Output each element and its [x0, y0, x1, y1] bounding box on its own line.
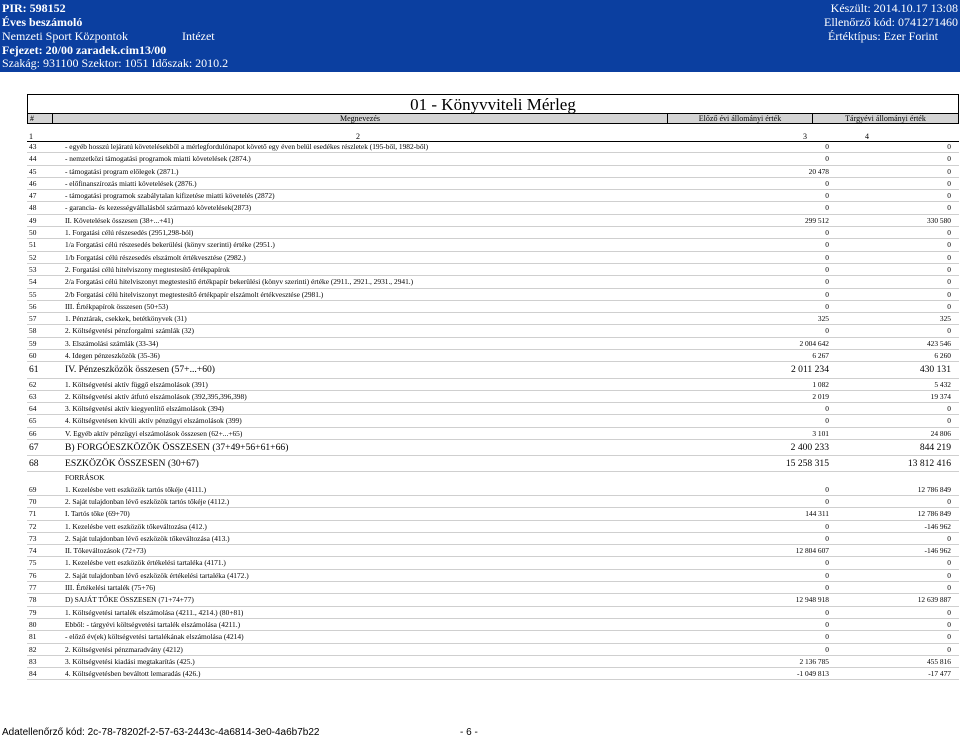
- row-description: 2. Forgatási célú hitelviszony megtestesítő értékpapírok: [65, 264, 230, 274]
- footer-check-code: Adatellenőrző kód: 2c-78-78202f-2-57-63-2443c-4a6814-3e0-4a6b7b22: [2, 727, 320, 738]
- row-prev-value: 0: [825, 416, 829, 426]
- table-row: [27, 644, 959, 656]
- row-description: V. Egyéb aktív pénzügyi elszámolások összesen (62+...+65): [65, 428, 243, 438]
- row-number: 70: [29, 496, 37, 506]
- table-row: [27, 570, 959, 582]
- row-number: 55: [29, 289, 37, 299]
- row-cur-value: 0: [947, 619, 951, 629]
- table-row: [27, 403, 959, 415]
- row-cur-value: 19 374: [930, 391, 951, 401]
- col-index-4: 4: [837, 132, 959, 142]
- row-cur-value: 455 816: [926, 656, 951, 666]
- table-row: [27, 428, 959, 440]
- row-number: 46: [29, 178, 37, 188]
- row-description: 4. Költségvetésben beváltott lemaradás (426.): [65, 669, 201, 679]
- row-number: 45: [29, 166, 37, 176]
- table-row: [27, 472, 959, 483]
- row-description: III. Értékelési tartalék (75+76): [65, 583, 156, 593]
- table-row: [27, 362, 959, 378]
- row-cur-value: 0: [947, 416, 951, 426]
- row-number: 44: [29, 154, 37, 164]
- row-description: 2. Saját tulajdonban lévő eszközök tőkeváltozása (413.): [65, 533, 230, 543]
- row-prev-value: 299 512: [804, 215, 829, 225]
- row-cur-value: 330 580: [926, 215, 951, 225]
- row-cur-value: 430 131: [919, 364, 951, 376]
- row-number: 65: [29, 416, 37, 426]
- row-description: - támogatási program előlegek (2871.): [65, 166, 179, 176]
- row-prev-value: 0: [825, 583, 829, 593]
- row-description: 1. Költségvetési tartalék elszámolása (4211., 4214.) (80+81): [65, 607, 244, 617]
- row-prev-value: 0: [825, 240, 829, 250]
- row-cur-value: 12 786 849: [917, 509, 951, 519]
- row-prev-value: 1 082: [812, 379, 829, 389]
- row-number: 47: [29, 191, 37, 201]
- row-description: B) FORGÓESZKÖZÖK ÖSSZESEN (37+49+56+61+66): [65, 442, 289, 454]
- row-cur-value: 0: [947, 191, 951, 201]
- table-row: [27, 239, 959, 251]
- pir-label: PIR: 598152: [2, 1, 66, 15]
- column-header: [27, 113, 959, 124]
- row-number: 74: [29, 546, 37, 556]
- row-description: FORRÁSOK: [65, 473, 105, 483]
- row-prev-value: 0: [825, 619, 829, 629]
- row-prev-value: 0: [825, 289, 829, 299]
- table-row: [27, 521, 959, 533]
- row-number: 76: [29, 570, 37, 580]
- row-description: 3. Elszámolási számlák (33-34): [65, 338, 159, 348]
- row-description: 3. Költségvetési kiadási megtakarítás (425.): [65, 656, 195, 666]
- row-number: 59: [29, 338, 37, 348]
- row-number: 64: [29, 404, 37, 414]
- row-number: 60: [29, 351, 37, 361]
- row-description: 4. Idegen pénzeszközök (35-36): [65, 351, 160, 361]
- col-num: #: [28, 114, 53, 124]
- table-row: [27, 379, 959, 391]
- table-row: [27, 325, 959, 337]
- row-description: 3. Költségvetési aktív kiegyenlítő elszámolások (394): [65, 404, 224, 414]
- row-description: 1. Kezelésbe vett eszközök tőkeváltozása (412.): [65, 521, 207, 531]
- row-cur-value: 0: [947, 570, 951, 580]
- row-number: 54: [29, 277, 37, 287]
- row-number: 52: [29, 252, 37, 262]
- row-description: - garancia- és kezességvállalásból származó követelések(2873): [65, 203, 252, 213]
- row-prev-value: 2 400 233: [790, 442, 829, 454]
- row-cur-value: 325: [939, 314, 951, 324]
- table-row: [27, 276, 959, 288]
- table-row: [27, 202, 959, 214]
- row-prev-value: 0: [825, 632, 829, 642]
- row-description: - előző év(ek) költségvetési tartalékának elszámolása (4214): [65, 632, 244, 642]
- table-row: [27, 338, 959, 350]
- row-number: 68: [29, 458, 39, 470]
- row-description: 2. Saját tulajdonban lévő eszközök tartós tőkéje (4112.): [65, 496, 230, 506]
- row-cur-value: 0: [947, 404, 951, 414]
- table-row: [27, 545, 959, 557]
- row-number: 73: [29, 533, 37, 543]
- row-number: 71: [29, 509, 37, 519]
- row-prev-value: 0: [825, 203, 829, 213]
- row-description: 1. Kezelésbe vett eszközök értékelési tartaléka (4171.): [65, 558, 226, 568]
- row-number: 48: [29, 203, 37, 213]
- row-prev-value: 0: [825, 570, 829, 580]
- table-row: [27, 153, 959, 165]
- row-number: 79: [29, 607, 37, 617]
- row-prev-value: 0: [825, 404, 829, 414]
- row-number: 51: [29, 240, 37, 250]
- row-cur-value: -17 477: [928, 669, 951, 679]
- check-code: Ellenőrző kód: 0741271460: [824, 15, 958, 29]
- table-row: [27, 456, 959, 472]
- col-index-3: 3: [665, 132, 837, 142]
- row-description: Ebből: - tárgyévi költségvetési tartalék elszámolása (4211.): [65, 619, 241, 629]
- row-description: 2. Saját tulajdonban lévő eszközök értékelési tartaléka (4172.): [65, 570, 249, 580]
- row-cur-value: 0: [947, 301, 951, 311]
- row-description: IV. Pénzeszközök összesen (57+...+60): [65, 364, 215, 376]
- row-cur-value: 0: [947, 533, 951, 543]
- table-row: [27, 141, 959, 153]
- row-prev-value: 0: [825, 154, 829, 164]
- row-prev-value: 15 258 315: [785, 458, 829, 470]
- row-prev-value: 2 136 785: [799, 656, 829, 666]
- row-cur-value: 0: [947, 142, 951, 151]
- row-prev-value: 0: [825, 607, 829, 617]
- col-prev: Előző évi állományi érték: [668, 114, 813, 124]
- row-cur-value: 5 432: [934, 379, 951, 389]
- table-row: [27, 166, 959, 178]
- report-type: Éves beszámoló: [2, 15, 83, 29]
- row-prev-value: 0: [825, 178, 829, 188]
- row-description: II. Tőkeváltozások (72+73): [65, 546, 146, 556]
- table-row: [27, 301, 959, 313]
- sector: Szakág: 931100 Szektor: 1051 Időszak: 2010.2: [2, 56, 229, 70]
- row-prev-value: 2 019: [812, 391, 829, 401]
- row-number: 43: [29, 142, 37, 151]
- row-number: 69: [29, 484, 37, 494]
- row-cur-value: 0: [947, 326, 951, 336]
- row-number: 72: [29, 521, 37, 531]
- title-box: [27, 94, 959, 113]
- row-prev-value: 2 004 642: [799, 338, 829, 348]
- balance-table: [27, 141, 959, 680]
- row-number: 50: [29, 228, 37, 238]
- row-cur-value: 24 806: [930, 428, 951, 438]
- row-number: 78: [29, 595, 37, 605]
- row-number: 82: [29, 644, 37, 654]
- row-number: 49: [29, 215, 37, 225]
- row-cur-value: 0: [947, 178, 951, 188]
- row-number: 77: [29, 583, 37, 593]
- row-description: 2/a Forgatási célú hitelviszonyt megtestesítő értékpapír bekerülési (könyv szerinti) értéke (2911., 2921., 2931., 2941.): [65, 277, 414, 287]
- table-row: [27, 190, 959, 202]
- row-prev-value: 6 267: [812, 351, 829, 361]
- row-number: 53: [29, 264, 37, 274]
- table-row: [27, 631, 959, 643]
- row-description: 1/a Forgatási célú részesedés bekerülési (könyv szerinti) értéke (2951.): [65, 240, 275, 250]
- row-description: - támogatási programok szabálytalan kifizetése miatti követelés (2872): [65, 191, 275, 201]
- row-cur-value: 0: [947, 252, 951, 262]
- row-cur-value: 0: [947, 166, 951, 176]
- table-row: [27, 582, 959, 594]
- col-index-1: 1: [27, 132, 51, 142]
- row-cur-value: 0: [947, 154, 951, 164]
- col-index-2: 2: [51, 132, 665, 142]
- row-cur-value: 0: [947, 558, 951, 568]
- row-cur-value: 0: [947, 203, 951, 213]
- row-prev-value: 0: [825, 264, 829, 274]
- row-prev-value: 0: [825, 521, 829, 531]
- row-prev-value: 0: [825, 252, 829, 262]
- row-prev-value: 0: [825, 558, 829, 568]
- page-title: 01 - Könyvviteli Mérleg: [410, 95, 576, 114]
- row-prev-value: 3 101: [812, 428, 829, 438]
- row-number: 80: [29, 619, 37, 629]
- row-prev-value: 0: [825, 142, 829, 151]
- row-number: 63: [29, 391, 37, 401]
- row-number: 83: [29, 656, 37, 666]
- row-description: I. Tartós tőke (69+70): [65, 509, 130, 519]
- row-description: ESZKÖZÖK ÖSSZESEN (30+67): [65, 458, 199, 470]
- col-name: Megnevezés: [53, 114, 668, 124]
- row-prev-value: 12 804 607: [795, 546, 829, 556]
- table-row: [27, 289, 959, 301]
- table-row: [27, 508, 959, 520]
- row-prev-value: 325: [817, 314, 829, 324]
- row-description: 2/b Forgatási célú hitelviszonyt megtestesítő értékpapír elszámolt értékvesztése (2981.): [65, 289, 324, 299]
- table-row: [27, 619, 959, 631]
- row-prev-value: 0: [825, 644, 829, 654]
- row-description: 1. Kezelésbe vett eszközök tartós tőkéje (4111.): [65, 484, 207, 494]
- row-number: 75: [29, 558, 37, 568]
- row-description: D) SAJÁT TŐKE ÖSSZESEN (71+74+77): [65, 595, 194, 605]
- row-prev-value: -1 049 813: [796, 669, 829, 679]
- chapter: Fejezet: 20/00 zaradek.cim13/00: [2, 43, 167, 57]
- row-prev-value: 20 478: [808, 166, 829, 176]
- row-cur-value: 0: [947, 264, 951, 274]
- row-prev-value: 0: [825, 301, 829, 311]
- row-number: 67: [29, 442, 39, 454]
- table-row: [27, 415, 959, 427]
- table-row: [27, 178, 959, 190]
- row-number: 61: [29, 364, 39, 376]
- table-row: [27, 350, 959, 362]
- row-cur-value: 423 546: [926, 338, 951, 348]
- row-number: 58: [29, 326, 37, 336]
- table-row: [27, 440, 959, 456]
- row-description: - egyéb hosszú lejáratú követelésekből a mérlegfordulónapot követő egy éven belül esedékes részletek (195-ből, 1982-ből): [65, 142, 429, 151]
- row-cur-value: 0: [947, 632, 951, 642]
- row-description: 1. Költségvetési aktív függő elszámolások (391): [65, 379, 208, 389]
- row-description: - nemzetközi támogatási programok miatti követelések (2874.): [65, 154, 251, 164]
- row-number: 84: [29, 669, 37, 679]
- row-description: 1. Pénztárak, csekkek, betétkönyvek (31): [65, 314, 187, 324]
- row-description: III. Értékpapírok összesen (50+53): [65, 301, 169, 311]
- row-cur-value: -146 962: [924, 546, 951, 556]
- col-cur: Tárgyévi állományi érték: [813, 114, 959, 124]
- row-cur-value: 13 812 416: [907, 458, 951, 470]
- row-cur-value: 12 639 887: [917, 595, 951, 605]
- org-name: Nemzeti Sport Központok: [2, 29, 128, 43]
- row-prev-value: 12 948 918: [795, 595, 829, 605]
- created-date: Készült: 2014.10.17 13:08: [830, 1, 958, 15]
- row-description: - előfinanszírozás miatti követelések (2876.): [65, 178, 197, 188]
- report-header: [0, 0, 960, 72]
- row-cur-value: 0: [947, 277, 951, 287]
- row-prev-value: 0: [825, 191, 829, 201]
- row-cur-value: 0: [947, 289, 951, 299]
- row-cur-value: 12 786 849: [917, 484, 951, 494]
- table-row: [27, 227, 959, 239]
- table-row: [27, 656, 959, 668]
- row-description: 1/b Forgatási célú részesedés elszámolt értékvesztése (2982.): [65, 252, 246, 262]
- row-description: II. Követelések összesen (38+...+41): [65, 215, 174, 225]
- table-row: [27, 533, 959, 545]
- row-cur-value: 0: [947, 228, 951, 238]
- row-number: 57: [29, 314, 37, 324]
- row-description: 2. Költségvetési aktív átfutó elszámolások (392,395,396,398): [65, 391, 247, 401]
- row-description: 4. Költségvetésen kívüli aktív pénzügyi elszámolások (399): [65, 416, 242, 426]
- table-row: [27, 607, 959, 619]
- table-row: [27, 391, 959, 403]
- row-number: 66: [29, 428, 37, 438]
- table-row: [27, 496, 959, 508]
- row-description: 2. Költségvetési pénzmaradvány (4212): [65, 644, 183, 654]
- row-cur-value: 0: [947, 583, 951, 593]
- table-row: [27, 594, 959, 606]
- row-cur-value: 0: [947, 496, 951, 506]
- row-prev-value: 0: [825, 533, 829, 543]
- row-prev-value: 0: [825, 228, 829, 238]
- row-number: 56: [29, 301, 37, 311]
- row-cur-value: 6 260: [934, 351, 951, 361]
- table-row: [27, 313, 959, 325]
- table-row: [27, 264, 959, 276]
- row-prev-value: 0: [825, 277, 829, 287]
- row-number: 81: [29, 632, 37, 642]
- row-cur-value: -146 962: [924, 521, 951, 531]
- row-cur-value: 0: [947, 644, 951, 654]
- row-prev-value: 144 311: [805, 509, 829, 519]
- row-prev-value: 0: [825, 484, 829, 494]
- row-description: 2. Költségvetési pénzforgalmi számlák (32): [65, 326, 194, 336]
- org-type: Intézet: [182, 29, 215, 43]
- table-row: [27, 484, 959, 496]
- row-cur-value: 0: [947, 607, 951, 617]
- row-prev-value: 2 011 234: [790, 364, 829, 376]
- table-row: [27, 668, 959, 680]
- row-cur-value: 0: [947, 240, 951, 250]
- table-row: [27, 252, 959, 264]
- page-number: - 6 -: [460, 727, 478, 738]
- row-prev-value: 0: [825, 496, 829, 506]
- row-number: 62: [29, 379, 37, 389]
- row-prev-value: 0: [825, 326, 829, 336]
- table-row: [27, 557, 959, 569]
- table-row: [27, 215, 959, 227]
- row-cur-value: 844 219: [919, 442, 951, 454]
- row-description: 1. Forgatási célú részesedés (2951,298-ból): [65, 228, 194, 238]
- value-type: Értéktípus: Ezer Forint: [828, 29, 938, 43]
